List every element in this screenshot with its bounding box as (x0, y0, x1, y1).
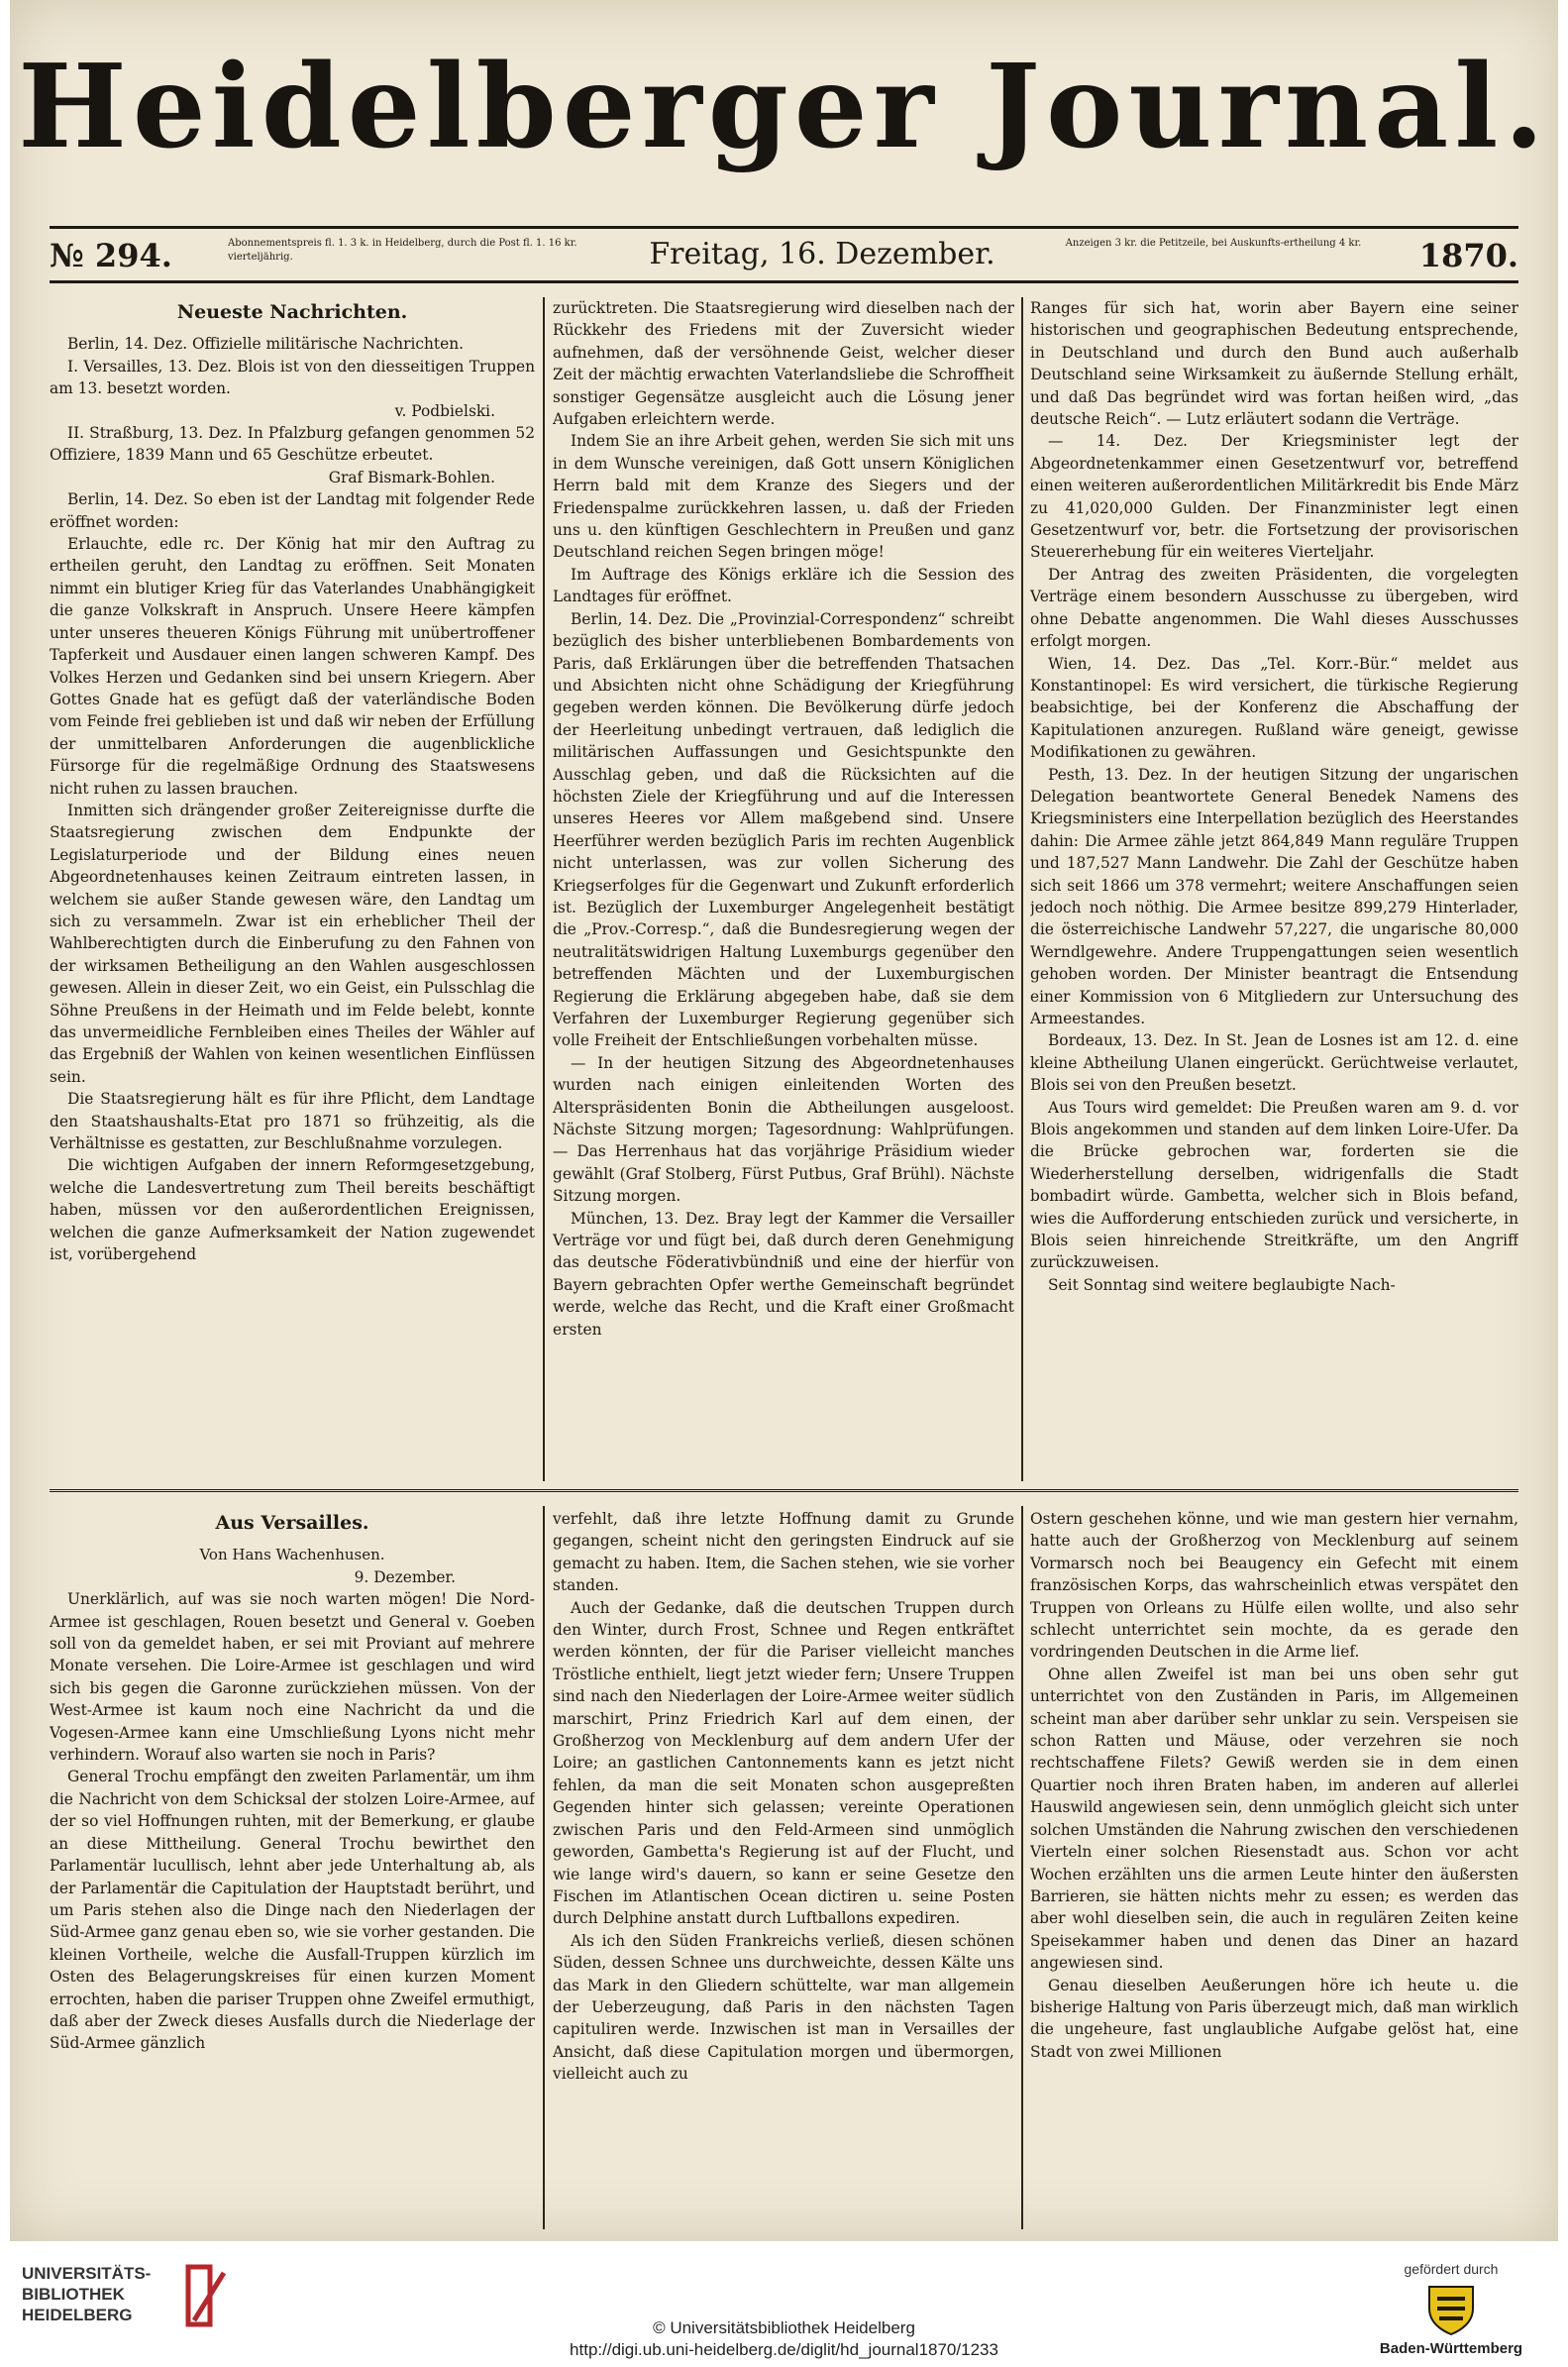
article-paragraph: zurücktreten. Die Staatsregierung wird dieselben nach der Rückkehr des Friedens mit der Zuversicht wieder aufnehmen, daß der versöhnende Geist, welcher dieser Zeit der mächtig erwachten Vaterlandsliebe die Schroffheit sonstiger Gegensätze ausgleicht auch die Lösung jener Aufgaben erleichtern werde. (553, 299, 1014, 429)
permalink[interactable]: http://digi.ub.uni-heidelberg.de/diglit/hd_journal1870/1233 (570, 2340, 998, 2359)
issue-date: Freitag, 16. Dezember. (649, 237, 995, 271)
column-rule (1021, 1506, 1023, 2229)
issue-bar (50, 226, 1518, 283)
funding-state: Baden-Württemberg (1379, 2340, 1523, 2357)
news-column-2 (553, 297, 1014, 1456)
article-paragraph: Die Staatsregierung hält es für ihre Pflicht, dem Landtage den Staatshaushalts-Etat pro 1871 so frühzeitig, als die Verhältnisse es gestatten, zur Beschlußnahme vorzulegen. (50, 1090, 535, 1153)
signature: v. Podbielski. (394, 401, 495, 420)
article-paragraph: Ostern geschehen könne, und wie man gestern hier vernahm, hatte auch der Großherzog von Mecklenburg auf seinem Vormarsch noch bei Beaugency ein Gefecht mit einem französischen Korps, das wahrscheinlich etwas verspätet den Truppen von Orleans zu Hülfe eilen wollte, und also sehr schlecht unterrichtet sein mochte, da es gerade den vordringenden Deutschen in die Arme lief. (1030, 1510, 1518, 1662)
news-column-1 (50, 297, 535, 1456)
column-rule (543, 297, 545, 1481)
masthead-title: Heidelberger Journal. (18, 40, 1550, 174)
article-paragraph: Pesth, 13. Dez. In der heutigen Sitzung der ungarischen Delegation beantwortete General Benedek Namens des Kriegsministers eine Interpellation bezüglich des Heerstandes dahin: Die Armee zähle jetzt 864,849 Mann reguläre Truppen und 187,527 Mann Landwehr. Die Zahl der Geschütze haben sich seit 1866 um 378 vermehrt; weitere Anschaffungen seien jedoch noch nöthig. Die Armee besitze 899,279 Hinterlader, die österreichische Landwehr 57,227, die ungarische 80,000 Werndlgewehre. Andere Truppengattungen seien wesentlich gehoben worden. Der Minister beantragt die Entsendung einer Kommission von 6 Mitgliedern zur Untersuchung des Armeestandes. (1030, 765, 1518, 1027)
article-paragraph: I. Versailles, 13. Dez. Blois ist von den diesseitigen Truppen am 13. besetzt worden. (50, 357, 535, 398)
article-paragraph: Der Antrag des zweiten Präsidenten, die vorgelegten Verträge einem besondern Ausschusse zu übergeben, wird ohne Debatte angenommen. Die Wahl dieses Ausschusses erfolgt morgen. (1030, 565, 1518, 651)
article-paragraph: Im Auftrage des Königs erkläre ich die Session des Landtages für eröffnet. (553, 565, 1014, 606)
article-paragraph: Auch der Gedanke, daß die deutschen Truppen durch den Winter, durch Frost, Schnee und Regen entkräftet werden könnten, der für die Pariser vielleicht manches Tröstliche enthielt, liegt jetzt wieder fern; Unsere Truppen sind nach den Niederlagen der Loire-Armee weiter südlich marschirt, Prinz Friedrich Karl auf dem einen, der Großherzog von Mecklenburg auf dem andern Ufer der Loire; an gastlichen Cantonnements kann es jetzt nicht fehlen, da man die seit Monaten schon ausgepreßten Gegenden hinter sich gelassen; vereinte Operationen zwischen Paris und den Feld-Armeen sind unmöglich geworden, Gambetta's Regierung ist auf der Flucht, und wie lange wird's dauern, so kann er seine Gesetze den Fischen im Atlantischen Ocean dictiren u. seine Posten durch Delphine anstatt durch Luftballons expediren. (553, 1598, 1014, 1928)
feuilleton-column-3 (1030, 1508, 1518, 2221)
feuilleton-column-1 (50, 1508, 535, 2221)
article-paragraph: General Trochu empfängt den zweiten Parlamentär, um ihm die Nachricht von dem Schicksal der stolzen Loire-Armee, auf der so viel Hoffnungen ruhten, mit der Bemerkung, er glaube an diese Mittheilung. General Trochu bewirthet den Parlamentär lucullisch, lehnt aber jede Unterhaltung ab, als der Parlamentär die Capitulation der Hauptstadt berührt, und um Paris stehen also die Dinge nach den Niederlagen der Süd-Armee ganz genau eben so, wie sie vorher gestanden. Die kleinen Vortheile, welche die Ausfall-Truppen kürzlich im Osten des Belagerungskreises für einen kurzen Moment errochten, haben die pariser Truppen ohne Zweifel ermuthigt, daß aber der Zweck dieses Ausfalls durch die Niederlage der Süd-Armee gänzlich (50, 1768, 535, 2053)
funding-credit (1352, 2261, 1550, 2357)
article-paragraph: Als ich den Süden Frankreichs verließ, diesen schönen Süden, dessen Schnee uns durchweichte, dessen Kälte uns das Mark in den Gliedern schüttelte, war man allgemein der Ueberzeugung, daß Paris in den nächsten Tagen capituliren werde. Inzwischen ist man in Versailles der Ansicht, daß diese Capitulation morgen und übermorgen, vielleicht auch zu (553, 1931, 1014, 2084)
article-paragraph: Inmitten sich drängender großer Zeitereignisse durfte die Staatsregierung zwischen dem Endpunkte der Legislaturperiode und der Bildung eines neuen Abgeordnetenhauses keinen Zeitraum eintreten lassen, in welchem sie außer Stande gewesen wäre, den Landtag um sich zu versammeln. Zwar ist ein erheblicher Theil der Wahlberechtigten durch die Einberufung zu den Fahnen von der wirksamen Betheiligung an den Wahlen ausgeschlossen gewesen. Allein in dieser Zeit, wo ein Geist, ein Pulsschlag die Söhne Preußens in der Heimath und im Felde belebt, konnte das unvermeidliche Fernbleiben eines Theiles der Wähler auf das Ergebniß der Wahlen von keinen wesentlichen Einflüssen sein. (50, 801, 535, 1086)
coat-of-arms-icon (1421, 2283, 1481, 2336)
article-paragraph: Die wichtigen Aufgaben der innern Reformgesetzgebung, welche die Landesvertretung zum Theil bereits beschäftigt haben, müssen vor den außerordentlichen Ereignissen, welchen die ganze Aufmerksamkeit der Nation zugewendet ist, vorübergehend (50, 1156, 535, 1264)
article-paragraph: Indem Sie an ihre Arbeit gehen, werden Sie sich mit uns in dem Wunsche vereinigen, daß Gott unsern Königlichen Herrn bald mit dem Kranze des Siegers und der Friedenspalme zurückkehren lassen, u. daß der Frieden uns u. den künftigen Geschlechtern in Preußen und ganz Deutschland reichen Segen bringen möge! (553, 432, 1014, 562)
section-divider (50, 1489, 1518, 1492)
advert-rates-note: Anzeigen 3 kr. die Petitzeile, bei Auskunfts-ertheilung 4 kr. (1065, 238, 1362, 249)
article-paragraph: II. Straßburg, 13. Dez. In Pfalzburg gefangen genommen 52 Offiziere, 1839 Mann und 65 Geschütze erbeutet. (50, 424, 535, 465)
article-paragraph: — 14. Dez. Der Kriegsminister legt der Abgeordnetenkammer einen Gesetzentwurf vor, betreffend einen weiteren außerordentlichen Militärkredit bis Ende März zu 41,020,000 Gulden. Der Finanzminister legt einen Gesetzentwurf vor, betr. die Fortsetzung der provisorischen Steuererhebung für ein weiteres Vierteljahr. (1030, 432, 1518, 562)
article-paragraph: — In der heutigen Sitzung des Abgeordnetenhauses wurden nach einigen einleitenden Worten des Alterspräsidenten Bonin die Abtheilungen ausgeloost. Nächste Sitzung morgen; Tagesordnung: Wahlprüfungen. — Das Herrenhaus hat das vorjährige Präsidium wieder gewählt (Graf Stolberg, Fürst Putbus, Graf Brühl). Nächste Sitzung morgen. (553, 1053, 1014, 1206)
copyright-notice: © Universitätsbibliothek Heidelberg (653, 2318, 915, 2337)
article-paragraph: Ohne allen Zweifel ist man bei uns oben sehr gut unterrichtet von den Zuständen in Paris, im Allgemeinen scheint man aber darüber sehr unklar zu sein. Verspeisen sie schon Ratten und Mäuse, oder verzehren sie noch rechtschaffene Filets? Gewiß werden sie in dem einen Quartier noch ihren Braten haben, im anderen auf allerlei Hauswild angewiesen sein, denn unmöglich gleicht sich unter solchen Umständen die Nahrung zwischen den verschiedenen Vierteln einer solchen Riesenstadt aus. Schon vor acht Wochen erzählten uns die armen Leute hinter den äußersten Barrieren, sie hätten nichts mehr zu essen; es werden das aber wohl dieselben sein, die auch in regulären Zeiten keine Speisekammer haben und denen das Diner an hazard angewiesen sind. (1030, 1665, 1518, 1973)
column-rule (1021, 297, 1023, 1481)
article-paragraph: Seit Sonntag sind weitere beglaubigte Nach- (1048, 1275, 1396, 1294)
news-column-3 (1030, 297, 1518, 1486)
article-paragraph: Erlauchte, edle rc. Der König hat mir den Auftrag zu ertheilen geruht, den Landtag zu eröffnen. Seit Monaten nimmt ein blutiger Krieg für das Vaterlandes Unabhängigkeit die ganze Volkskraft in Anspruch. Unsere Heere kämpfen unter unseres theueren Königs Führung mit unübertroffener Tapferkeit und Ausdauer einen langen schweren Kampf. Des Volkes Herzen und Gedanken sind bei unsern Kriegern. Aber Gottes Gnade hat es gefügt daß der vaterländische Boden vom Feinde frei geblieben ist und daß wir neben der Erfüllung der unmittelbaren Anforderungen die augenblickliche Fürsorge für die regelmäßige Ordnung des Staatswesens nicht ruhen zu lassen brauchen. (50, 535, 535, 798)
article-paragraph: Bordeaux, 13. Dez. In St. Jean de Losnes ist am 12. d. eine kleine Abtheilung Ulanen eingerückt. Gerüchtweise verlautet, Blois sei von den Preußen besetzt. (1030, 1031, 1518, 1095)
section-heading-versailles: Aus Versailles. (215, 1512, 369, 1534)
column-rule (543, 1506, 545, 2229)
issue-year: 1870. (1418, 237, 1518, 274)
article-paragraph: verfehlt, daß ihre letzte Hoffnung damit zu Grunde gegangen, scheint nicht den geringsten Eindruck auf sie gemacht zu haben. Item, die Sachen stehen, wie sie vorher standen. (553, 1510, 1014, 1595)
newspaper-page (10, 0, 1558, 2241)
byline: Von Hans Wachenhusen. (199, 1546, 385, 1564)
issue-number: № 294. (50, 237, 172, 274)
article-paragraph: München, 13. Dez. Bray legt der Kammer die Versailler Verträge vor und fügt bei, daß durch deren Genehmigung das deutsche Föderativbündniß und eine der hierfür von Bayern gebrachten Opfer werthe Gemeinschaft begründet werde, welche das Recht, und die Kraft einer Großmacht ersten (553, 1209, 1014, 1339)
article-paragraph: Aus Tours wird gemeldet: Die Preußen waren am 9. d. vor Blois angekommen und standen auf dem linken Loire-Ufer. Da die Brücke gebrochen war, forderten sie die Wiederherstellung derselben, widrigenfalls die Stadt bombadirt würde. Gambetta, welcher sich in Blois befand, wies die Aufforderung entschieden zurück und versicherte, in Blois seien hinreichende Streitkräfte, um den Angriff zurückzuweisen. (1030, 1098, 1518, 1272)
article-paragraph: Berlin, 14. Dez. Offizielle militärische Nachrichten. (67, 335, 464, 354)
subscription-note: Abonnementspreis fl. 1. 3 k. in Heidelberg, durch die Post fl. 1. 16 kr. vierteljährig. (228, 238, 577, 263)
library-name-line: UNIVERSITÄTS- (22, 2264, 152, 2283)
article-paragraph: Berlin, 14. Dez. So eben ist der Landtag mit folgender Rede eröffnet worden: (50, 490, 535, 531)
library-name-line: HEIDELBERG (22, 2306, 133, 2324)
article-paragraph: Unerklärlich, auf was sie noch warten mögen! Die Nord-Armee ist geschlagen, Rouen besetzt und General v. Goeben soll von da gemeldet haben, er sei mit Proviant auf mehrere Monate versehen. Die Loire-Armee ist geschlagen und wird sich bis gegen die Garonne zurückziehen müssen. Von der West-Armee ist kaum noch eine Nachricht da und die Vogesen-Armee kann eine Umschließung Lyons nicht mehr verhindern. Worauf also warten sie noch in Paris? (50, 1590, 535, 1765)
funding-label: gefördert durch (1404, 2261, 1499, 2277)
article-paragraph: Berlin, 14. Dez. Die „Provinzial-Correspondenz“ schreibt bezüglich des bisher unterbliebenen Bombardements von Paris, daß Erklärungen über die betreffenden Thatsachen und Absichten nicht ohne Schädigung der Kriegführung gegeben werden können. Die Bevölkerung dürfe jedoch der Heerleitung unbedingt vertrauen, daß lediglich die militärischen Auffassungen und Gesichtspunkte den Ausschlag geben, und daß die Rücksichten auf die höchsten Ziele der Kriegführung und auf die Interessen unseres Heeres vor Allem maßgebend sind. Unsere Heerführer werden bezüglich Paris im rechten Augenblick nicht unterlassen, was zur vollen Sicherung des Kriegserfolges für die Gegenwart und Zukunft erforderlich ist. Bezüglich der Luxemburger Angelegenheit bestätigt die „Prov.-Corresp.“, daß die Bundesregierung wegen der neutralitätswidrigen Haltung Luxemburgs gegenüber den betreffenden Mächten und der Luxemburgischen Regierung die Erklärung abgegeben habe, daß sie dem Verfahren der Luxemburger Regierung gegenüber sich volle Freiheit der Entschließungen vorbehalten müsse. (553, 609, 1014, 1050)
article-paragraph: Wien, 14. Dez. Das „Tel. Korr.-Bür.“ meldet aus Konstantinopel: Es wird versichert, die türkische Regierung beabsichtige, bei der Konferenz die Abschaffung der Kapitulationen anzuregen. Rußland wäre geneigt, gewisse Modifikationen zu gewähren. (1030, 654, 1518, 762)
signature: Graf Bismark-Bohlen. (328, 468, 495, 486)
article-paragraph: Genau dieselben Aeußerungen höre ich heute u. die bisherige Haltung von Paris überzeugt mich, daß man wirklich die ungeheure, fast unglaubliche Aufgabe gelöst hat, eine Stadt von zwei Millionen (1030, 1976, 1518, 2061)
feuilleton-column-2 (553, 1508, 1014, 2221)
digitization-footer (0, 2241, 1568, 2367)
section-heading-news: Neueste Nachrichten. (176, 301, 408, 323)
dateline: 9. Dezember. (354, 1567, 456, 1586)
article-paragraph: Ranges für sich hat, worin aber Bayern eine seiner historischen und geographischen Bedeutung entsprechende, in Deutschland und durch den Bund auch außerhalb Deutschland seine Wirksamkeit zu äußernde Stellung erhält, und daß Das begründet wird was fortan heißen wird, „das deutsche Reich“. — Lutz erläutert sodann die Verträge. (1030, 299, 1518, 429)
library-name-line: BIBLIOTHEK (22, 2285, 125, 2304)
